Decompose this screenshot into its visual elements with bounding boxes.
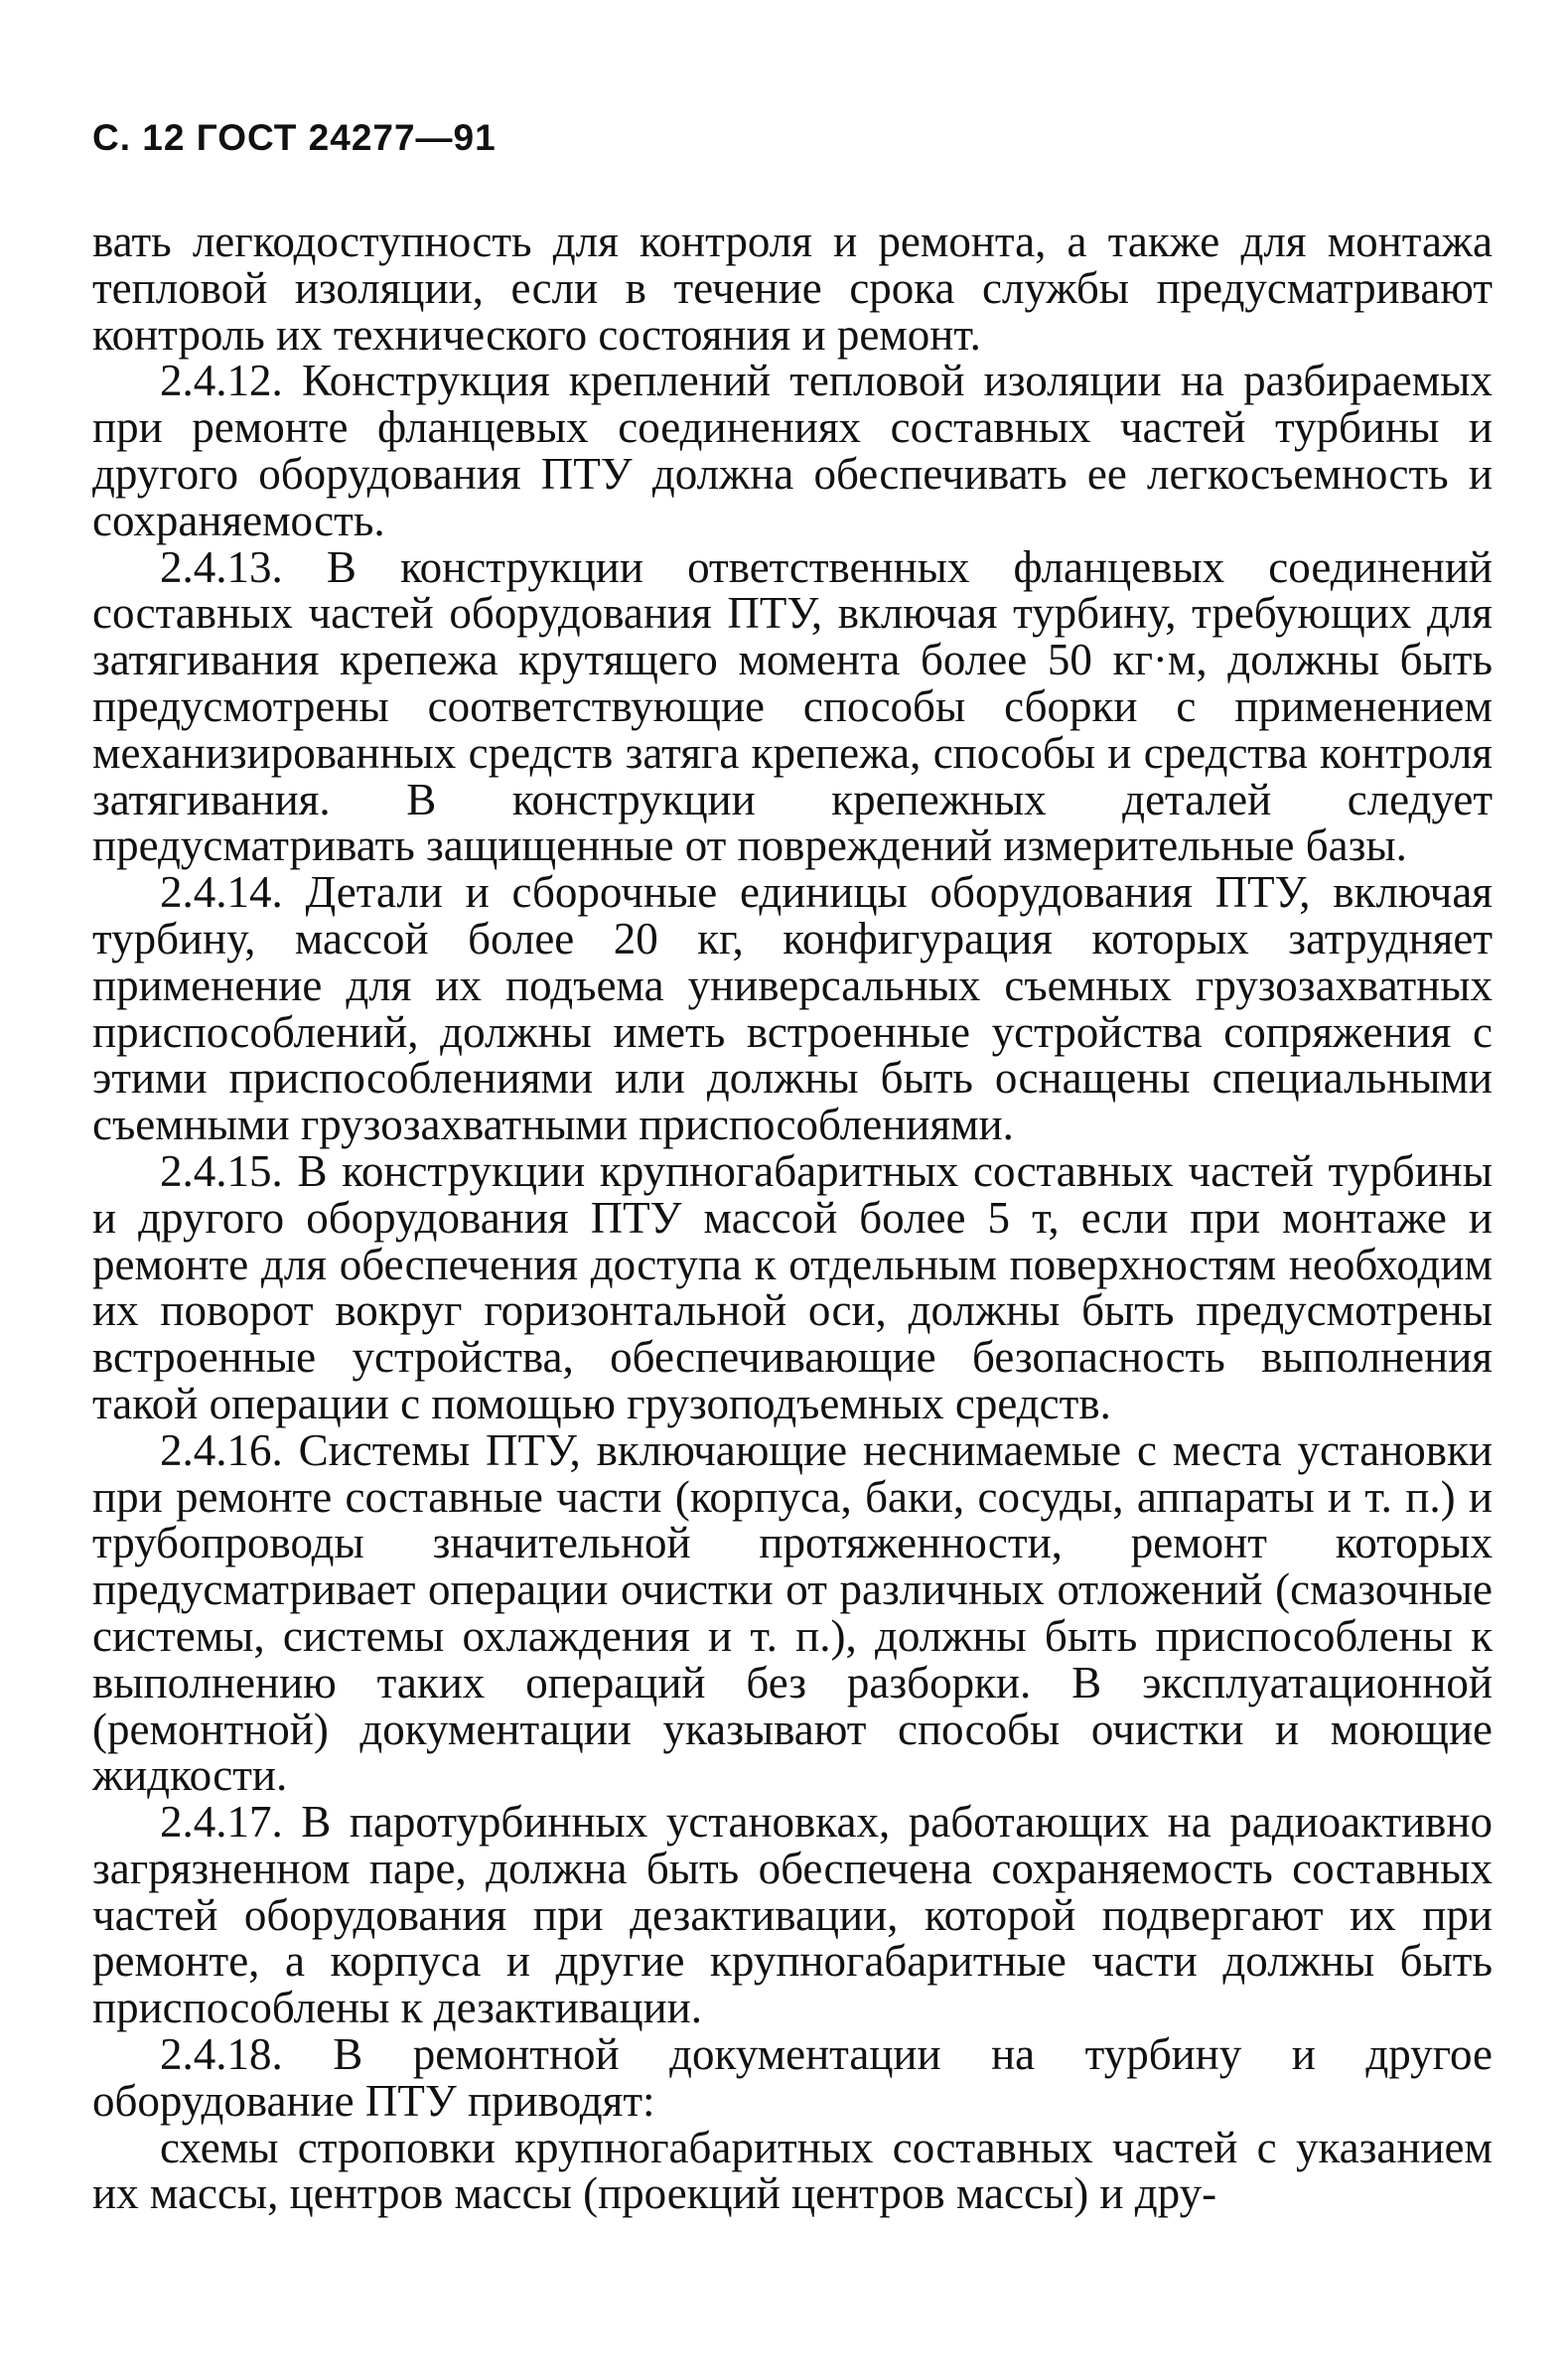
page-header: С. 12 ГОСТ 24277—91	[92, 117, 497, 158]
body-text	[92, 219, 1493, 2217]
paragraph-continuation: вать легкодоступность для контроля и ремонта, а также для монтажа тепловой изоляции, если в течение срока службы предусматривают контроль их технического состояния и ремонт.	[92, 217, 1493, 360]
clause-2-4-18: 2.4.18. В ремонтной документации на турбину и другое оборудование ПТУ приводят:	[92, 2029, 1493, 2126]
clause-2-4-13: 2.4.13. В конструкции ответственных фланцевых соединений составных частей оборудования ПТУ, включая турбину, требующих для затягивания крепежа крутящего момента более 50 кг·м, должны быть предусмотрены соответствующие способы сборки с применением механизированных средств затяга крепежа, способы и средства контроля затягивания. В конструкции крепежных деталей следует предусматривать защищенные от повреждений измерительные базы.	[92, 541, 1493, 871]
clause-2-4-17: 2.4.17. В паротурбинных установках, работающих на радиоактивно загрязненном паре, должна быть обеспечена сохраняемость составных частей оборудования при дезактивации, которой подвергают их при ремонте, а корпуса и другие крупногабаритные части должны быть приспособлены к дезактивации.	[92, 1797, 1493, 2033]
clause-2-4-12: 2.4.12. Конструкция креплений тепловой изоляции на разбираемых при ремонте фланцевых соединениях составных частей турбины и другого оборудования ПТУ должна обеспечивать ее легкосъемность и сохраняемость.	[92, 356, 1493, 545]
clause-2-4-16: 2.4.16. Системы ПТУ, включающие неснимаемые с места установки при ремонте составные части (корпуса, баки, сосуды, аппараты и т. п.) и трубопроводы значительной протяженности, ремонт которых предусматривает операции очистки от различных отложений (смазочные системы, системы охлаждения и т. п.), должны быть приспособлены к выполнению таких операций без разборки. В эксплуатационной (ремонтной) документации указывают способы очистки и моющие жидкости.	[92, 1424, 1493, 1801]
clause-2-4-14: 2.4.14. Детали и сборочные единицы оборудования ПТУ, включая турбину, массой более 20 кг, конфигурация которых затрудняет применение для их подъема универсальных съемных грузозахватных приспособлений, должны иметь встроенные устройства сопряжения с этими приспособлениями или должны быть оснащены специальными съемными грузозахватными приспособлениями.	[92, 867, 1493, 1150]
clause-2-4-15: 2.4.15. В конструкции крупногабаритных составных частей турбины и другого оборудования ПТУ массой более 5 т, если при монтаже и ремонте для обеспечения доступа к отдельным поверхностям необходим их поворот вокруг горизонтальной оси, должны быть предусмотрены встроенные устройства, обеспечивающие безопасность выполнения такой операции с помощью грузоподъемных средств.	[92, 1145, 1493, 1428]
list-item-slinging-schemes: схемы строповки крупногабаритных составных частей с указанием их массы, центров массы (проекций центров массы) и дру-	[92, 2122, 1493, 2219]
